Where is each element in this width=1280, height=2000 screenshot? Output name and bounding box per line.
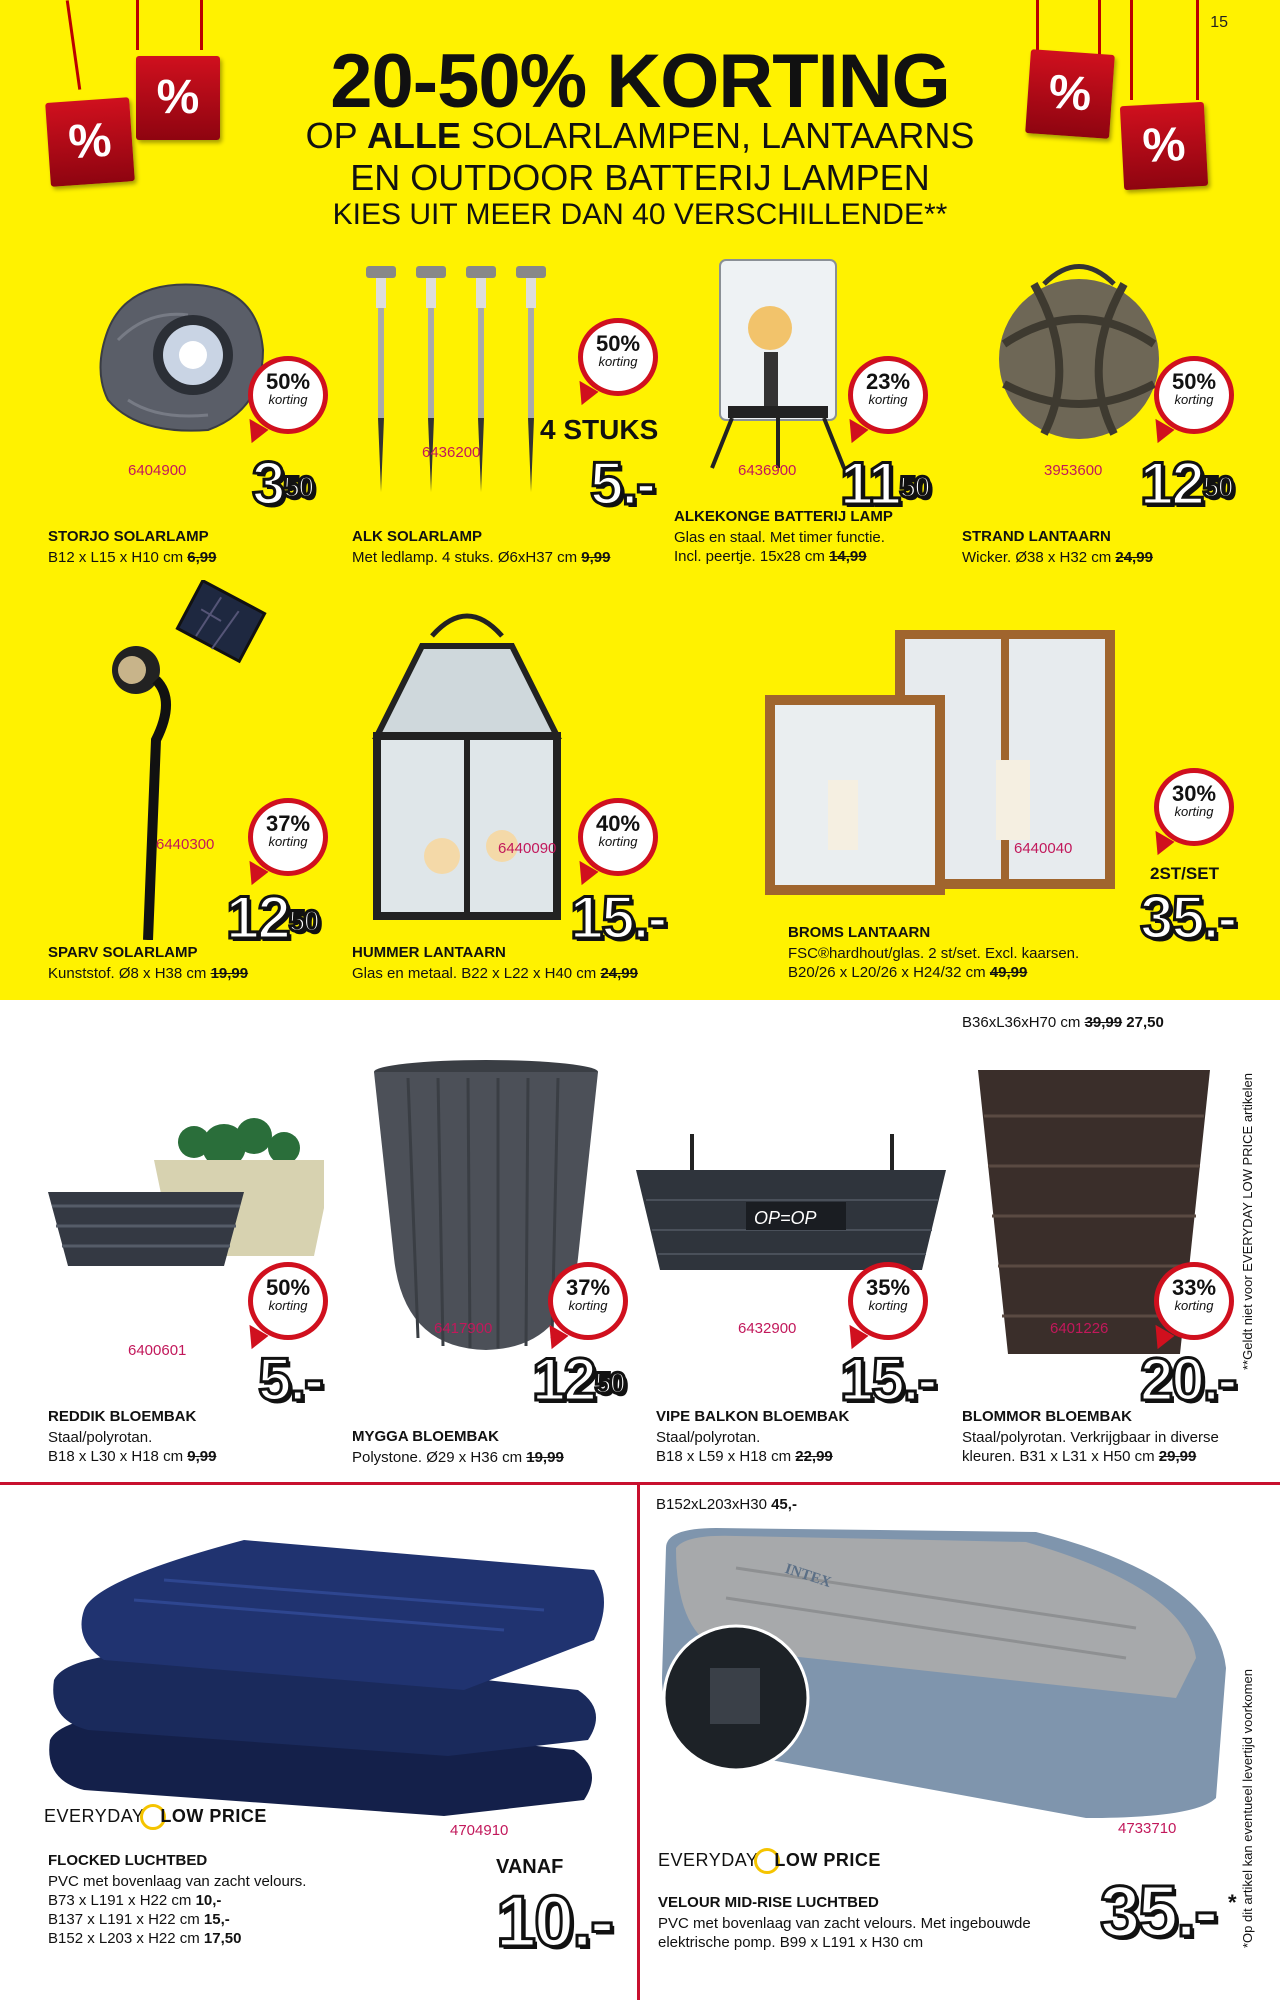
tag-string [1196, 0, 1199, 100]
product-desc: Staal/polyrotan. B18 x L30 x H18 cm 9,99 [48, 1429, 217, 1465]
product-name: BROMS LANTAARN [788, 924, 931, 941]
footnote-edlp: **Geldt niet voor EVERYDAY LOW PRICE artikelen [1240, 1073, 1255, 1370]
discount-badge: 33% korting [1154, 1262, 1234, 1340]
edlp-logo: EVERYDAY LOW PRICE [658, 1848, 881, 1874]
discount-badge: 50% korting [1154, 356, 1234, 434]
sku: 6400601 [128, 1342, 187, 1359]
tag-string [1098, 0, 1101, 60]
price: $12^{50}$ [1140, 450, 1233, 517]
sku: 6417900 [434, 1320, 493, 1337]
pack-size: 4 STUKS [540, 414, 659, 445]
op-op-label: OP=OP [754, 1208, 817, 1228]
velour-luchtbed-image [656, 1518, 1236, 1828]
price: 20.- [1140, 1346, 1236, 1413]
discount-badge: 37% korting [548, 1262, 628, 1340]
product-desc: Met ledlamp. 4 stuks. Ø6xH37 cm 9,99 [352, 549, 611, 566]
percent-tag: % [1025, 49, 1115, 139]
sku: 6440090 [498, 840, 557, 857]
strand-lantaarn-image [984, 254, 1174, 444]
sku: 6401226 [1050, 1320, 1109, 1337]
price: 35.- [1100, 1872, 1217, 1952]
product-name: ALK SOLARLAMP [352, 528, 482, 545]
percent-tag: % [1120, 102, 1208, 190]
product-desc: B12 x L15 x H10 cm 6,99 [48, 549, 217, 566]
edlp-logo: EVERYDAY LOW PRICE [44, 1804, 267, 1830]
product-desc: Staal/polyrotan. Verkrijgbaar in diverse kleuren. B31 x L31 x H50 cm 29,99 [962, 1429, 1219, 1465]
headline-line3: EN OUTDOOR BATTERIJ LAMPEN [350, 157, 930, 198]
price: 15.- [840, 1346, 936, 1413]
product-desc: PVC met bovenlaag van zacht velours. B73 x L191 x H22 cm 10,- B137 x L191 x H22 cm 15,- B152 x L203 x H22 cm 17,50 [48, 1873, 307, 1947]
headline-line4: KIES UIT MEER DAN 40 VERSCHILLENDE** [332, 198, 948, 231]
vipe-balkon-bloembak-image [632, 1130, 950, 1280]
size-note: B36xL36xH70 cm 39,99 27,50 [962, 1014, 1164, 1031]
footnote-levertijd: *Op dit artikel kan eventueel levertijd voorkomen [1240, 1669, 1255, 1948]
product-desc: Glas en staal. Met timer functie. Incl. peertje. 15x28 cm 14,99 [674, 529, 885, 565]
percent-tag: % [136, 56, 220, 140]
reddik-bloembak-image [44, 1116, 324, 1266]
product-desc: Wicker. Ø38 x H32 cm 24,99 [962, 549, 1153, 566]
headline-line2: OP ALLE SOLARLAMPEN, LANTAARNS [305, 115, 975, 156]
discount-badge: 30% korting [1154, 768, 1234, 846]
flocked-luchtbed-image [44, 1520, 604, 1820]
price: 15.- [570, 884, 666, 951]
price: 10.- [496, 1882, 613, 1962]
price: 5.- [258, 1346, 323, 1413]
price: $12^{50}$ [226, 884, 319, 951]
product-desc: PVC met bovenlaag van zacht velours. Met ingebouwde elektrische pomp. B99 x L191 x H30 cm [658, 1915, 1031, 1951]
product-name: BLOMMOR BLOEMBAK [962, 1408, 1132, 1425]
product-desc: FSC®hardhout/glas. 2 st/set. Excl. kaarsen. B20/26 x L20/26 x H24/32 cm 49,99 [788, 945, 1080, 981]
price: 5.- [590, 450, 655, 517]
product-desc: Polystone. Ø29 x H36 cm 19,99 [352, 1449, 564, 1466]
sku: 6440300 [156, 836, 215, 853]
sku: 6436200 [422, 444, 481, 461]
from-label: VANAF [496, 1856, 564, 1878]
sku: 4733710 [1118, 1820, 1177, 1837]
product-name: HUMMER LANTAARN [352, 944, 506, 961]
sku: 4704910 [450, 1822, 509, 1839]
product-name: VELOUR MID-RISE LUCHTBED [658, 1894, 879, 1911]
product-name: FLOCKED LUCHTBED [48, 1852, 208, 1869]
hummer-lantaarn-image [362, 596, 572, 926]
price: $12^{50}$ [532, 1346, 625, 1413]
product-desc: Glas en metaal. B22 x L22 x H40 cm 24,99 [352, 965, 638, 982]
storjo-solarlamp-image [88, 270, 268, 440]
product-name: STRAND LANTAARN [962, 528, 1111, 545]
price: $11^{50}$ [840, 450, 929, 517]
sku: 6404900 [128, 462, 187, 479]
discount-badge: 50% korting [248, 356, 328, 434]
tag-string [136, 0, 139, 50]
discount-badge: 35% korting [848, 1262, 928, 1340]
sku: 6436900 [738, 462, 797, 479]
sku: 6432900 [738, 1320, 797, 1337]
discount-badge: 23% korting [848, 356, 928, 434]
section-divider [0, 1482, 1280, 1485]
size-note: B152xL203xH30 45,- [656, 1496, 797, 1513]
product-name: MYGGA BLOEMBAK [352, 1428, 499, 1445]
product-desc: Staal/polyrotan. B18 x L59 x H18 cm 22,99 [656, 1429, 833, 1465]
tag-string [200, 0, 203, 50]
price: 35.- [1140, 884, 1236, 951]
sku: 6440040 [1014, 840, 1073, 857]
broms-lantaarn-image [760, 630, 1130, 900]
product-desc: Kunststof. Ø8 x H38 cm 19,99 [48, 965, 249, 982]
page-number: 15 [1210, 14, 1228, 31]
sku: 3953600 [1044, 462, 1103, 479]
discount-badge: 50% korting [578, 318, 658, 396]
discount-badge: 50% korting [248, 1262, 328, 1340]
product-name: ALKEKONGE BATTERIJ LAMP [674, 508, 893, 525]
alkekonge-lamp-image [708, 256, 848, 476]
product-name: VIPE BALKON BLOEMBAK [656, 1408, 850, 1425]
discount-badge: 40% korting [578, 798, 658, 876]
product-name: STORJO SOLARLAMP [48, 528, 209, 545]
section-divider-vertical [637, 1482, 640, 2000]
intex-brand: INTEX [782, 1561, 833, 1591]
discount-badge: 37% korting [248, 798, 328, 876]
tag-string [1130, 0, 1133, 100]
product-name: REDDIK BLOEMBAK [48, 1408, 197, 1425]
percent-tag: % [45, 97, 135, 187]
price: $3^{50}$ [252, 450, 313, 517]
product-name: SPARV SOLARLAMP [48, 944, 198, 961]
set-label: 2ST/SET [1150, 864, 1219, 883]
asterisk: * [1228, 1890, 1237, 1915]
headline: 20-50% KORTING [330, 39, 950, 124]
